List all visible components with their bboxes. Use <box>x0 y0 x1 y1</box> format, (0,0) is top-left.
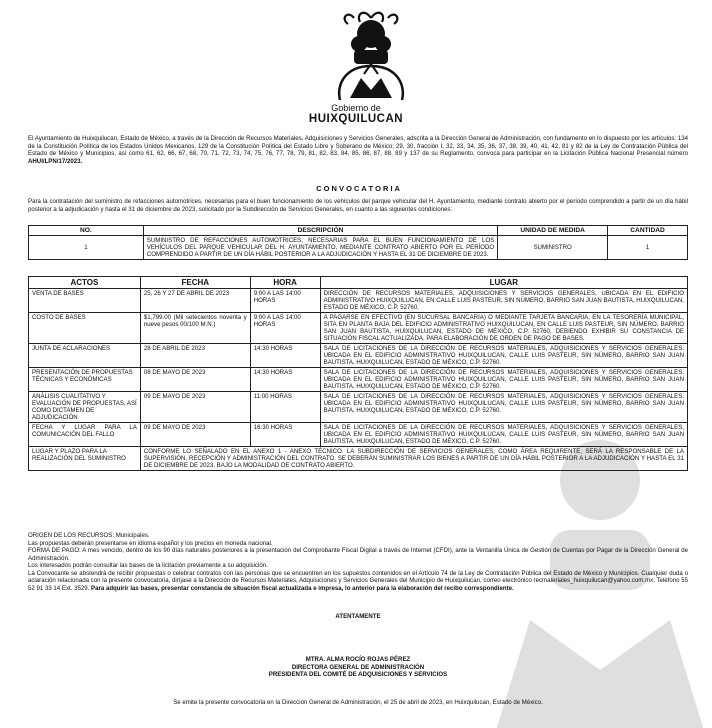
fecha-cell: 08 DE MAYO DE 2023 <box>140 368 250 392</box>
header-descripcion: DESCRIPCIÓN <box>143 226 497 236</box>
licitacion-number: AHUI/LPN/17/2023. <box>28 157 83 165</box>
convocatoria-title: C O N V O C A T O R I A <box>316 184 400 193</box>
acto-cell: PRESENTACIÓN DE PROPUESTAS TÉCNICAS Y ECONÓMICAS <box>29 368 141 392</box>
note-forma-pago: FORMA DE PAGO: A mes vencido, dentro de los 90 días naturales posteriores a la presentación del Comprobante Fiscal Digital a través de Internet (CFDI), ante la Ventanilla Única de Gestión de Cuentas por Pagar de la Dirección General de Administración. <box>28 547 688 562</box>
items-table-header <box>29 226 688 236</box>
acto-cell: ANÁLISIS CUALITATIVO Y EVALUACIÓN DE PROPUESTAS, ASÍ COMO DICTAMEN DE ADJUDICACIÓN <box>29 392 141 423</box>
signatory-block <box>28 656 688 679</box>
note-origen: ORIGEN DE LOS RECURSOS: Municipales. <box>28 532 150 539</box>
table-row <box>29 368 688 392</box>
paragraph-conditions: Para la contratación del suministro de refacciones automotrices, necesarias para el buen funcionamiento de los vehículos del parque vehicular del H. Ayuntamiento, mediante contrato abierto por el período comprendido a partir de un día hábil posterior a la adjudicación y hasta el 31 de diciembre de 2023, solicitado por la Subdirección de Servicios Generales, en cuanto a las siguientes condiciones: <box>28 198 688 213</box>
table-row <box>29 289 688 313</box>
note-convocante-text: La Convocante se abstendrá de recibir propuestas o celebrar contratos con las personas que se encuentren en los supuestos contenidos en el Artículo 74 de la Ley de Contratación Pública del Estado de México y Municipios. Cualquier duda o aclaración relacionada con la presente convocatoria, diríjase a la Dirección de Recursos Materiales, Adquisiciones y Servicios Generales del Municipio de Huixquilucan, correo electrónico recmateriales_huixquilucan@yahoo.com.mx. Teléfono 55 52 91 33 14 Ext. 3529. <box>28 569 688 592</box>
header-fecha: FECHA <box>140 277 250 289</box>
acto-cell: COSTO DE BASES <box>29 313 141 344</box>
note-idioma: Las propuestas deberán presentarse en idioma español y los precios en moneda nacional. <box>28 539 273 547</box>
fecha-cell: 09 DE MAYO DE 2023 <box>140 423 250 447</box>
signatory-title-1: DIRECTORA GENERAL DE ADMINISTRACIÓN <box>291 663 425 671</box>
acto-cell: LUGAR Y PLAZO PARA LA REALIZACIÓN DEL SUMINISTRO <box>29 447 141 471</box>
hora-cell: 14:30 HORAS <box>250 344 320 368</box>
item-unidad: SUMINISTRO <box>498 236 608 260</box>
header-hora: HORA <box>250 277 320 289</box>
hora-cell: 9:00 A LAS 14:00 HORAS <box>250 289 320 313</box>
signatory-title-2: PRESIDENTA DEL COMITÉ DE ADQUISICIONES Y SERVICIOS <box>268 671 448 678</box>
header-lugar: LUGAR <box>320 277 687 289</box>
lugar-cell: DIRECCIÓN DE RECURSOS MATERIALES, ADQUISICIONES Y SERVICIOS GENERALES, UBICADA EN EL EDIFICIO ADMINISTRATIVO HUIXQUILUCAN, EN CALLE LUIS PASTEUR, SIN NÚMERO, BARRIO SAN JUAN BAUTISTA, HUIXQUILUCAN, ESTADO DE MÉXICO, C.P. 52760. <box>320 289 687 313</box>
fecha-cell: 25, 26 Y 27 DE ABRIL DE 2023 <box>140 289 250 313</box>
notes-section <box>28 532 688 592</box>
note-consulta: Los interesados podrán consultar las bases de la licitación previamente a su adquisición. <box>28 562 268 569</box>
table-row <box>29 236 688 260</box>
huixquilucan-logo-icon <box>326 4 416 104</box>
lugar-cell: SALA DE LICITACIONES DE LA DIRECCIÓN DE RECURSOS MATERIALES, ADQUISICIONES Y SERVICIOS GENERALES, UBICADA EN EL EDIFICIO ADMINISTRATIVO HUIXQUILUCAN, CALLE LUIS PASTEUR, SIN NÚMERO, BARRIO SAN JUAN BAUTISTA, HUIXQUILUCAN, ESTADO DE MÉXICO, C.P. 52760. <box>320 344 687 368</box>
header-cantidad: CANTIDAD <box>608 226 688 236</box>
item-cantidad: 1 <box>608 236 688 260</box>
note-convocante <box>28 570 688 593</box>
acto-cell: VENTA DE BASES <box>29 289 141 313</box>
item-descripcion: SUMINISTRO DE REFACCIONES AUTOMOTRICES, NECESARIAS PARA EL BUEN FUNCIONAMIENTO DE LOS VEHÍCULOS DEL PARQUE VEHICULAR DEL H. AYUNTAMIENTO, MEDIANTE CONTRATO ABIERTO POR EL PERÍODO COMPRENDIDO A PARTIR DE UN DÍA HÁBIL POSTERIOR A LA ADJUDICACIÓN Y HASTA EL 31 DE DICIEMBRE DE 2023. <box>143 236 497 260</box>
hora-cell: 14:30 HORAS <box>250 368 320 392</box>
header-no: NO. <box>29 226 144 236</box>
header-actos: ACTOS <box>29 277 141 289</box>
fecha-cell: 28 DE ABRIL DE 2023 <box>140 344 250 368</box>
gobierno-de-label: Gobierno de <box>331 103 381 113</box>
hora-cell: 16:30 HORAS <box>250 423 320 447</box>
item-no: 1 <box>29 236 144 260</box>
fecha-cell: 09 DE MAYO DE 2023 <box>140 392 250 423</box>
table-row <box>29 447 688 471</box>
schedule-table <box>28 276 688 471</box>
intro-text: El Ayuntamiento de Huixquilucan, Estado de México, a través de la Dirección de Recursos Materiales, Adquisiciones y Servicios Generales, adscrita a la Dirección General de Administración, con fundamento en lo dispuesto por los artículos: 134 de la Constitución Política de los Estados Unidos Mexicanos, 129 de la Constitución Política del Estado Libre y Soberano de México; 29, 30, fracción I, 32, 33, 34, 35, 36, 37, 38, 39, 40, 41, 42, 81 y 82 de la Ley de Contratación Pública del Estado de México y Municipios, así como 61, 62, 66, 67, 68, 70, 71, 72, 73, 74, 75, 76, 77, 78, 79, 81, 82, 83, 84, 85, 86, 87, 88, 89 y 137 de su Reglamento, convoca para participar en la Licitación Pública Nacional Presencial número <box>28 135 688 157</box>
table-row <box>29 392 688 423</box>
intro-paragraph <box>28 135 688 165</box>
note-convocante-bold: Para adquirir las bases, presentar constancia de situación fiscal actualizada e impresa, lo anterior para la elaboración del recibo correspondiente. <box>91 584 514 592</box>
footer-text: Se emite la presente convocatoria en la Dirección General de Administración, el 25 de abril de 2023, en Huixquilucan, Estado de México. <box>173 699 543 706</box>
lugar-cell: SALA DE LICITACIONES DE LA DIRECCIÓN DE RECURSOS MATERIALES, ADQUISICIONES Y SERVICIOS GENERALES, UBICADA EN EL EDIFICIO ADMINISTRATIVO HUIXQUILUCAN, CALLE LUIS PASTEUR, SIN NÚMERO, BARRIO SAN JUAN BAUTISTA, HUIXQUILUCAN, ESTADO DE MÉXICO, C.P. 52760. <box>320 392 687 423</box>
lugar-cell: CONFORME LO SEÑALADO EN EL ANEXO 1 - ANEXO TÉCNICO. LA SUBDIRECCIÓN DE SERVICIOS GENERALES, COMO ÁREA REQUIRENTE, SERÁ LA RESPONSABLE DE LA SUPERVISIÓN, RECEPCIÓN Y ADMINISTRACIÓN DEL CONTRATO. SE DEBERÁN SUMINISTRAR LOS BIENES A PARTIR DE UN DÍA HÁBIL POSTERIOR A LA ADJUDICACIÓN Y HASTA EL 31 DE DICIEMBRE DE 2023, BAJO LA MODALIDAD DE CONTRATO ABIERTO. <box>140 447 687 471</box>
table-row <box>29 344 688 368</box>
acto-cell: JUNTA DE ACLARACIONES <box>29 344 141 368</box>
items-table <box>28 225 688 260</box>
hora-cell: 11:00 HORAS <box>250 392 320 423</box>
lugar-cell: A PAGARSE EN EFECTIVO (EN SUCURSAL BANCARIA) O MEDIANTE TARJETA BANCARIA, EN LA TESORERÍA MUNICIPAL, SITA EN PLANTA BAJA DEL EDIFICIO ADMINISTRATIVO HUIXQUILUCAN, EN CALLE LUIS PASTEUR, SIN NÚMERO, BARRIO SAN JUAN BAUTISTA, HUIXQUILUCAN, ESTADO DE MÉXICO, C.P. 52760, DEBIENDO EXHIBIR SU CONSTANCIA DE SITUACIÓN FISCAL ACTUALIZADA, PARA ELABORACIÓN DE ORDEN DE PAGO DE BASES. <box>320 313 687 344</box>
hora-cell: 9:00 A LAS 14:00 HORAS <box>250 313 320 344</box>
acto-cell: FECHA Y LUGAR PARA LA COMUNICACIÓN DEL FALLO <box>29 423 141 447</box>
signatory-name: MTRA. ALMA ROCÍO ROJAS PÉREZ <box>305 656 411 663</box>
fecha-cell: $1,799.00 (Mil setecientos noventa y nueve pesos 00/100 M.N.) <box>140 313 250 344</box>
table-row <box>29 313 688 344</box>
table-row <box>29 423 688 447</box>
schedule-table-header <box>29 277 688 289</box>
atentamente-label: ATENTAMENTE <box>335 613 381 620</box>
lugar-cell: SALA DE LICITACIONES DE LA DIRECCIÓN DE RECURSOS MATERIALES, ADQUISICIONES Y SERVICIOS GENERALES, UBICADA EN EL EDIFICIO ADMINISTRATIVO HUIXQUILUCAN, CALLE LUIS PASTEUR, SIN NÚMERO, BARRIO SAN JUAN BAUTISTA, HUIXQUILUCAN, ESTADO DE MÉXICO, C.P. 52760. <box>320 423 687 447</box>
header-unidad: UNIDAD DE MEDIDA <box>498 226 608 236</box>
lugar-cell: SALA DE LICITACIONES DE LA DIRECCIÓN DE RECURSOS MATERIALES, ADQUISICIONES Y SERVICIOS GENERALES, UBICADA EN EL EDIFICIO ADMINISTRATIVO HUIXQUILUCAN, CALLE LUIS PASTEUR, SIN NÚMERO, BARRIO SAN JUAN BAUTISTA, HUIXQUILUCAN, ESTADO DE MÉXICO, C.P. 52760. <box>320 368 687 392</box>
municipio-title: HUIXQUILUCAN <box>308 113 404 125</box>
